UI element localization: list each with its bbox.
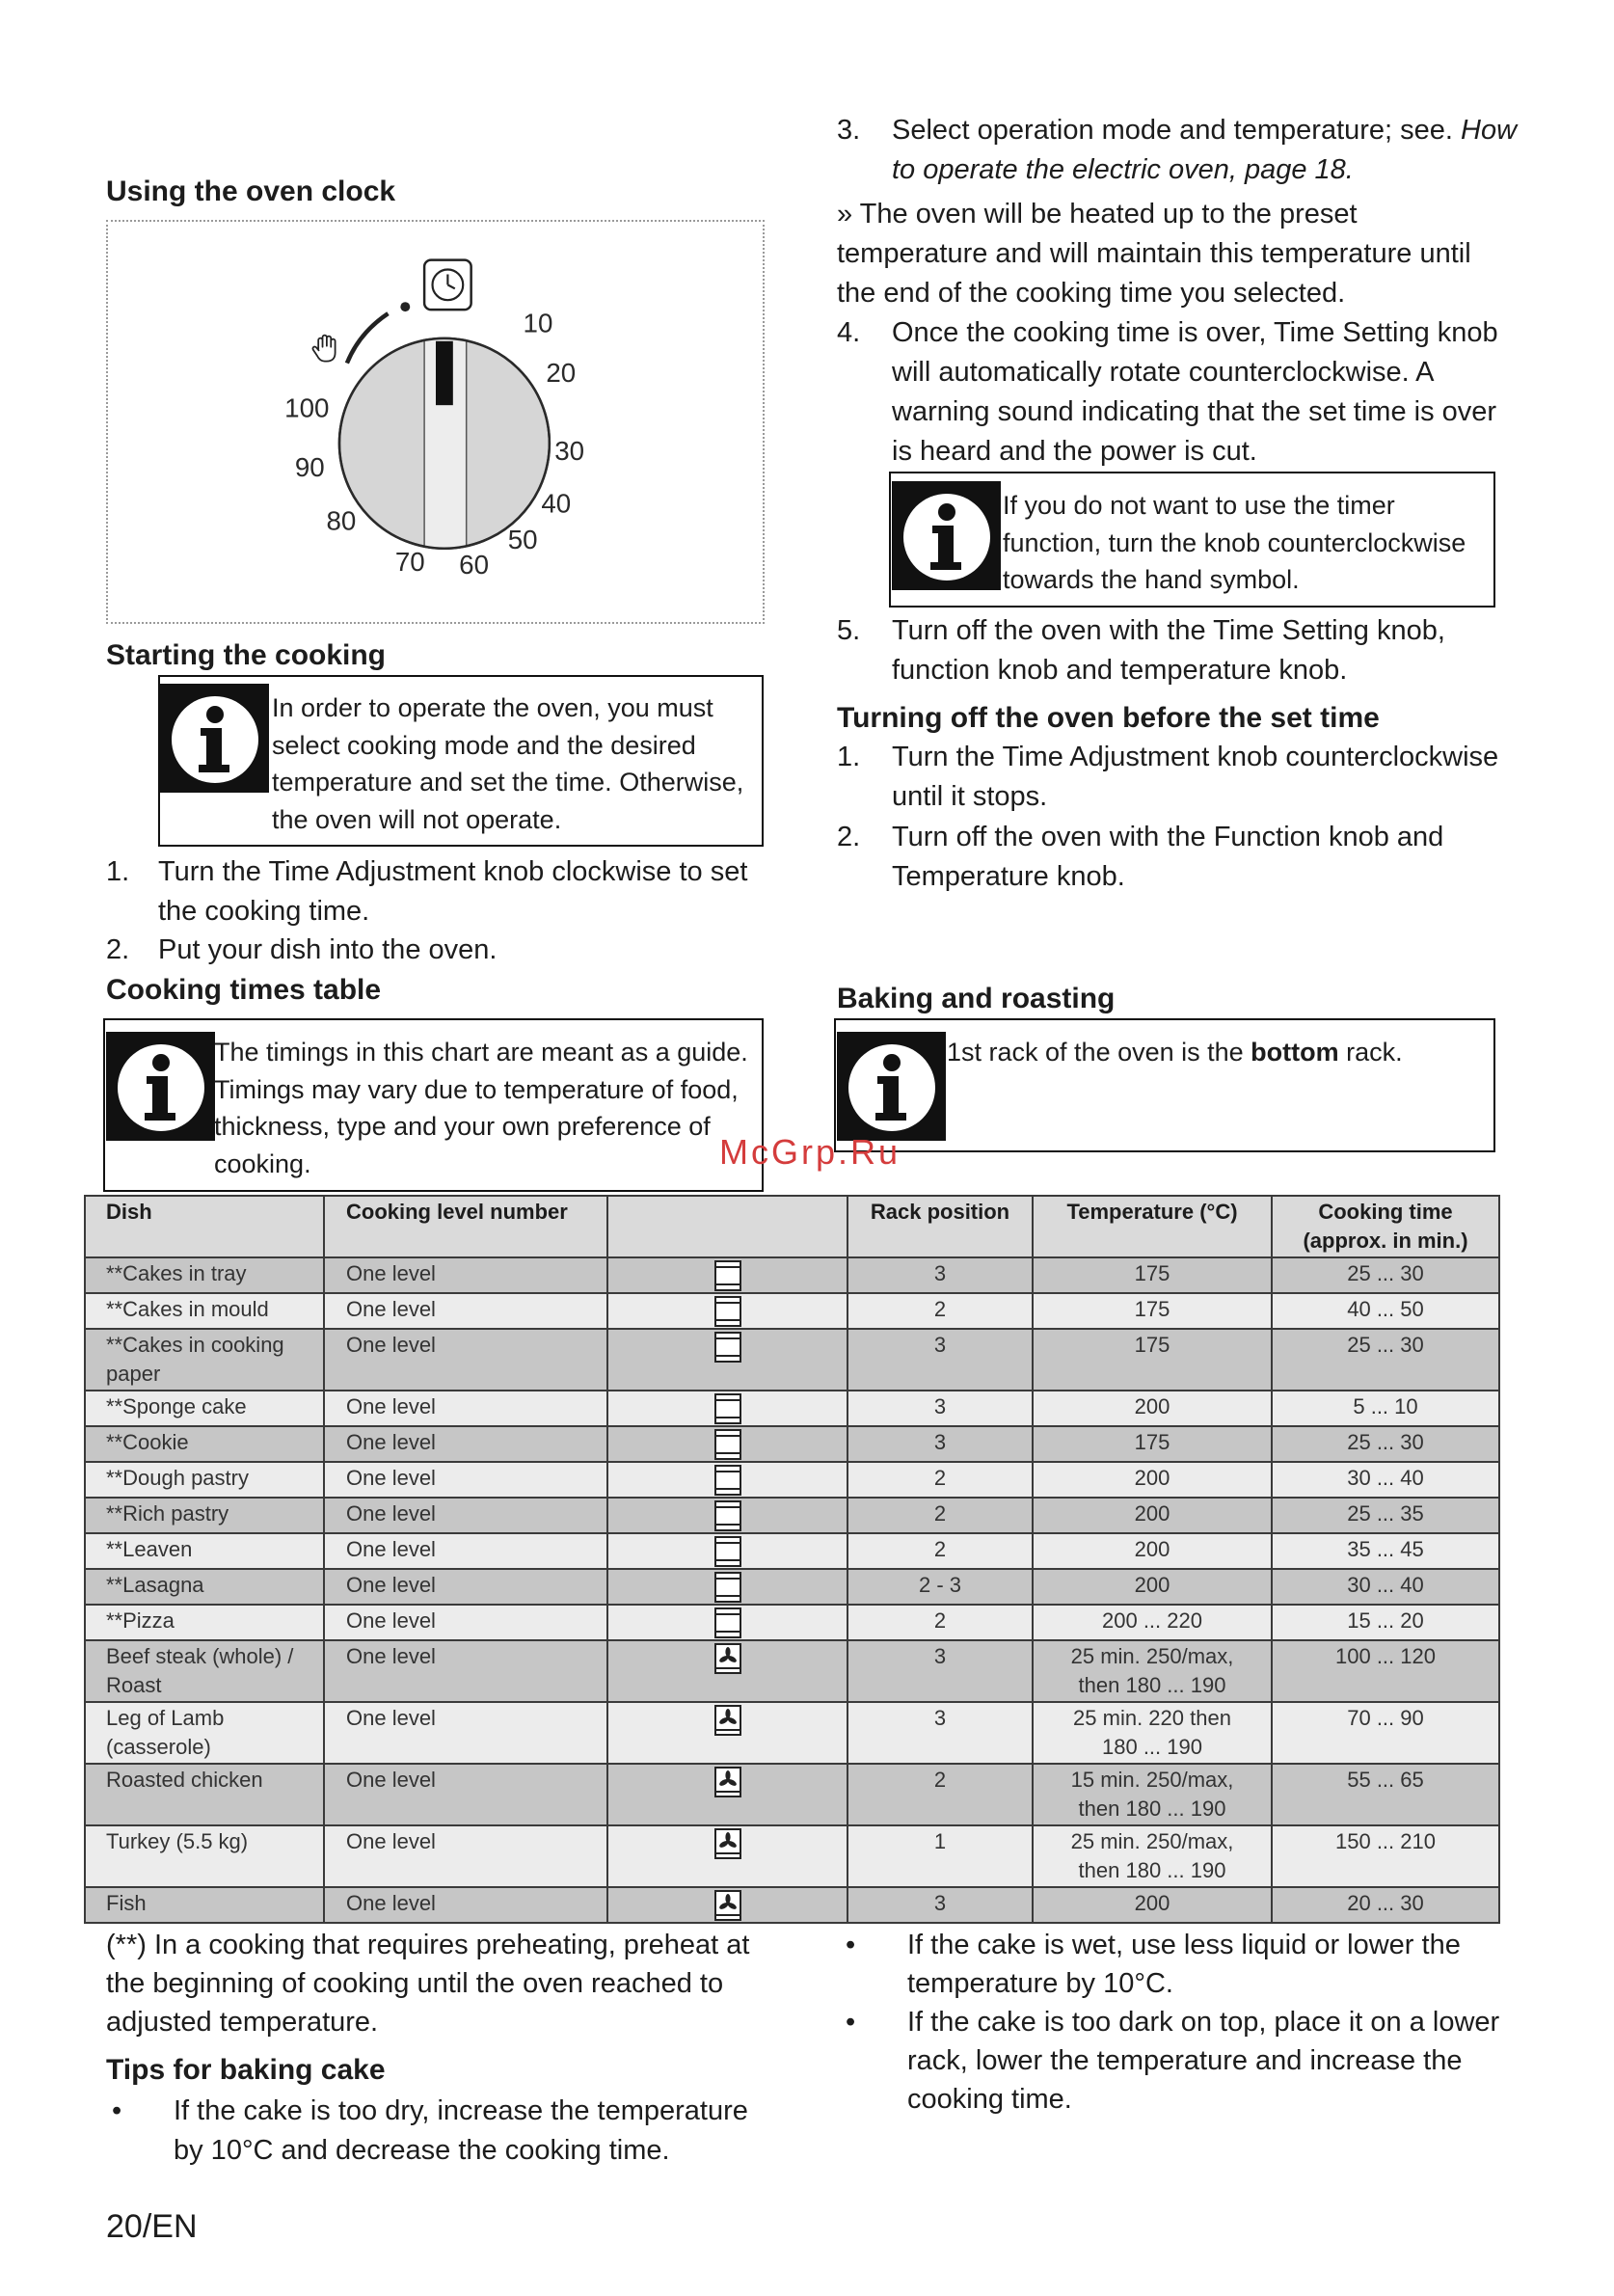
temperature-cell: 200: [1033, 1391, 1272, 1426]
cooking-level-cell: One level: [324, 1702, 607, 1764]
cooking-time-cell: 150 ... 210: [1272, 1825, 1499, 1887]
top-bottom-heating-icon: [713, 1428, 742, 1461]
baking-note-text: [947, 1034, 1403, 1071]
dish-cell: **Leaven: [85, 1533, 324, 1569]
top-bottom-heating-icon: [713, 1571, 742, 1604]
temperature-cell: 200 ... 220: [1033, 1605, 1272, 1640]
rack-position-cell: 3: [847, 1257, 1033, 1293]
rack-position-cell: 2: [847, 1764, 1033, 1825]
cooking-times-table: [84, 1195, 1500, 1924]
fan-bottom-heating-icon: [713, 1766, 742, 1798]
temperature-cell: 175: [1033, 1426, 1272, 1462]
dish-cell: **Cookie: [85, 1426, 324, 1462]
dish-cell: Turkey (5.5 kg): [85, 1825, 324, 1887]
dish-cell: Roasted chicken: [85, 1764, 324, 1825]
dish-cell: **Sponge cake: [85, 1391, 324, 1426]
temperature-cell: 200: [1033, 1569, 1272, 1605]
cooking-level-cell: One level: [324, 1329, 607, 1391]
step-text: Put your dish into the oven.: [158, 934, 498, 965]
cooking-level-cell: One level: [324, 1426, 607, 1462]
fan-bottom-heating-icon: [713, 1642, 742, 1675]
dial-mark-50: 50: [507, 525, 538, 555]
bullet: •: [846, 1930, 856, 1960]
table-row: [85, 1257, 1499, 1293]
clock-icon: [424, 260, 471, 311]
header-heating-mode: [607, 1196, 847, 1257]
table-row: [85, 1498, 1499, 1533]
info-icon: [837, 1032, 946, 1141]
info-icon: [106, 1032, 215, 1141]
dial-mark-10: 10: [523, 308, 553, 338]
table-note-text: The timings in this chart are meant as a guide. Timings may vary due to temperature of food, thickness, type and your own preference of cooking.: [214, 1038, 748, 1178]
fan-bottom-heating-icon: [713, 1704, 742, 1737]
rack-position-cell: 2: [847, 1498, 1033, 1533]
heating-mode-cell: [607, 1533, 847, 1569]
starting-info-box: [158, 675, 764, 847]
tip-text: If the cake is wet, use less liquid or lower the temperature by 10°C.: [907, 1930, 1461, 1999]
temperature-cell: 15 min. 250/max, then 180 ... 190: [1033, 1764, 1272, 1825]
dial-mark-40: 40: [541, 488, 572, 519]
fan-bottom-heating-icon: [713, 1889, 742, 1922]
cooking-time-cell: 20 ... 30: [1272, 1887, 1499, 1923]
watermark: McGrp.Ru: [719, 1132, 901, 1172]
rack-position-cell: 2 - 3: [847, 1569, 1033, 1605]
table-row: [85, 1764, 1499, 1825]
top-bottom-heating-icon: [713, 1499, 742, 1532]
temperature-cell: 25 min. 250/max, then 180 ... 190: [1033, 1825, 1272, 1887]
clock-heading: Using the oven clock: [106, 176, 396, 207]
timer-knob-diagram: [108, 222, 763, 622]
header-temperature: Temperature (°C): [1033, 1196, 1272, 1257]
table-body: [85, 1257, 1499, 1923]
temperature-cell: 175: [1033, 1293, 1272, 1329]
heating-mode-cell: [607, 1498, 847, 1533]
table-row: [85, 1533, 1499, 1569]
temperature-cell: 175: [1033, 1329, 1272, 1391]
hand-position-arc: [347, 313, 389, 364]
heating-mode-cell: [607, 1426, 847, 1462]
cooking-time-cell: 40 ... 50: [1272, 1293, 1499, 1329]
step-number: 3.: [837, 115, 861, 146]
cooking-level-cell: One level: [324, 1887, 607, 1923]
top-bottom-heating-icon: [713, 1464, 742, 1497]
dish-cell: **Cakes in tray: [85, 1257, 324, 1293]
temperature-cell: 200: [1033, 1462, 1272, 1498]
cooking-time-cell: 55 ... 65: [1272, 1764, 1499, 1825]
starting-note-text: In order to operate the oven, you must select cooking mode and the desired temperature and set the time. Otherwise, the oven will not operate.: [272, 693, 744, 834]
rack-position-cell: 3: [847, 1640, 1033, 1702]
temperature-cell: 200: [1033, 1887, 1272, 1923]
dish-cell: **Cakes in mould: [85, 1293, 324, 1329]
header-rack-position: Rack position: [847, 1196, 1033, 1257]
cooking-time-cell: 70 ... 90: [1272, 1702, 1499, 1764]
temperature-cell: 200: [1033, 1498, 1272, 1533]
cooking-level-cell: One level: [324, 1498, 607, 1533]
top-bottom-heating-icon: [713, 1535, 742, 1568]
baking-heading: Baking and roasting: [837, 983, 1116, 1014]
heating-mode-cell: [607, 1391, 847, 1426]
baking-info-box: [834, 1018, 1495, 1152]
rack-position-cell: 3: [847, 1887, 1033, 1923]
rack-position-cell: 1: [847, 1825, 1033, 1887]
dish-cell: Fish: [85, 1887, 324, 1923]
cooking-time-cell: 100 ... 120: [1272, 1640, 1499, 1702]
cooking-level-cell: One level: [324, 1462, 607, 1498]
step-text: Turn the Time Adjustment knob counterclockwise until it stops.: [892, 742, 1499, 812]
table-row: [85, 1702, 1499, 1764]
temperature-cell: 200: [1033, 1533, 1272, 1569]
baking-note-after: rack.: [1338, 1038, 1403, 1067]
cooking-time-cell: 25 ... 30: [1272, 1426, 1499, 1462]
table-row: [85, 1825, 1499, 1887]
step-3-text: Select operation mode and temperature; see.: [892, 115, 1462, 146]
dish-cell: **Rich pastry: [85, 1498, 324, 1533]
cooking-time-cell: 25 ... 30: [1272, 1329, 1499, 1391]
step-text: [892, 111, 1517, 190]
cooking-time-cell: 30 ... 40: [1272, 1569, 1499, 1605]
page-number: 20/EN: [106, 2208, 198, 2245]
heating-mode-cell: [607, 1462, 847, 1498]
rack-position-cell: 2: [847, 1533, 1033, 1569]
fan-bottom-heating-icon: [713, 1827, 742, 1860]
top-bottom-heating-icon: [713, 1392, 742, 1425]
cooking-level-cell: One level: [324, 1764, 607, 1825]
rack-position-cell: 3: [847, 1702, 1033, 1764]
dial-mark-90: 90: [294, 451, 325, 482]
heating-mode-cell: [607, 1764, 847, 1825]
tips-heading: Tips for baking cake: [106, 2054, 386, 2086]
heating-mode-cell: [607, 1887, 847, 1923]
baking-note-before: 1st rack of the oven is the: [947, 1038, 1251, 1067]
tip-text: If the cake is too dry, increase the temperature by 10°C and decrease the cooking time.: [174, 2095, 748, 2166]
step-number: 2.: [106, 934, 130, 965]
hand-position-dot: [400, 302, 410, 311]
heating-mode-cell: [607, 1257, 847, 1293]
info-icon: [160, 684, 269, 793]
table-row: [85, 1569, 1499, 1605]
rack-position-cell: 2: [847, 1293, 1033, 1329]
heating-result-text: » The oven will be heated up to the preset temperature and will maintain this temperature until the end of the cooking time you selected.: [837, 199, 1471, 309]
dish-cell: Leg of Lamb (casserole): [85, 1702, 324, 1764]
top-bottom-heating-icon: [713, 1607, 742, 1639]
cooking-time-cell: 35 ... 45: [1272, 1533, 1499, 1569]
rack-position-cell: 3: [847, 1391, 1033, 1426]
cooking-level-cell: One level: [324, 1569, 607, 1605]
dial-mark-80: 80: [326, 505, 357, 536]
top-bottom-heating-icon: [713, 1331, 742, 1364]
temperature-cell: 25 min. 220 then 180 ... 190: [1033, 1702, 1272, 1764]
heating-mode-cell: [607, 1640, 847, 1702]
dial-mark-30: 30: [554, 436, 585, 467]
header-dish: Dish: [85, 1196, 324, 1257]
dial-mark-70: 70: [394, 546, 425, 577]
header-cooking-level: Cooking level number: [324, 1196, 607, 1257]
table-info-box: [103, 1018, 764, 1192]
step-text: Turn the Time Adjustment knob clockwise to set the cooking time.: [158, 856, 748, 927]
cooking-time-cell: 25 ... 35: [1272, 1498, 1499, 1533]
timer-note-text: If you do not want to use the timer function, turn the knob counterclockwise towards the hand symbol.: [1003, 491, 1466, 594]
table-row: [85, 1887, 1499, 1923]
table-row: [85, 1391, 1499, 1426]
top-bottom-heating-icon: [713, 1295, 742, 1328]
table-header-row: [85, 1196, 1499, 1257]
cooking-level-cell: One level: [324, 1391, 607, 1426]
rack-position-cell: 2: [847, 1462, 1033, 1498]
step-number: 1.: [837, 742, 861, 772]
dish-cell: **Lasagna: [85, 1569, 324, 1605]
dial-mark-20: 20: [546, 357, 577, 388]
header-cooking-time: Cooking time (approx. in min.): [1272, 1196, 1499, 1257]
dial-mark-60: 60: [459, 549, 490, 580]
cooking-time-cell: 25 ... 30: [1272, 1257, 1499, 1293]
step-text: Turn off the oven with the Function knob and Temperature knob.: [892, 822, 1444, 892]
turnoff-heading: Turning off the oven before the set time: [837, 702, 1380, 734]
table-row: [85, 1293, 1499, 1329]
heating-mode-cell: [607, 1293, 847, 1329]
baking-note-bold: bottom: [1251, 1038, 1339, 1067]
hand-icon: [312, 336, 335, 362]
step-number: 4.: [837, 317, 861, 348]
rack-position-cell: 3: [847, 1426, 1033, 1462]
cooking-level-cell: One level: [324, 1293, 607, 1329]
cooking-level-cell: One level: [324, 1533, 607, 1569]
rack-position-cell: 2: [847, 1605, 1033, 1640]
cooking-level-cell: One level: [324, 1825, 607, 1887]
dish-cell: Beef steak (whole) / Roast: [85, 1640, 324, 1702]
rack-position-cell: 3: [847, 1329, 1033, 1391]
dish-cell: **Cakes in cooking paper: [85, 1329, 324, 1391]
temperature-cell: 25 min. 250/max, then 180 ... 190: [1033, 1640, 1272, 1702]
starting-heading: Starting the cooking: [106, 639, 387, 671]
heating-mode-cell: [607, 1605, 847, 1640]
timer-info-box: [889, 472, 1495, 608]
table-row: [85, 1329, 1499, 1391]
top-bottom-heating-icon: [713, 1259, 742, 1292]
cooking-time-cell: 15 ... 20: [1272, 1605, 1499, 1640]
step-number: 2.: [837, 822, 861, 852]
info-icon: [892, 481, 1001, 590]
page-reference: How to operate the electric oven, page 18.: [892, 115, 1518, 185]
preheat-footnote: (**) In a cooking that requires preheating, preheat at the beginning of cooking until the oven reached to adjusted temperature.: [106, 1930, 750, 2038]
heating-mode-cell: [607, 1825, 847, 1887]
oven-clock-illustration: [106, 220, 765, 624]
table-row: [85, 1462, 1499, 1498]
step-text: Turn off the oven with the Time Setting knob, function knob and temperature knob.: [892, 615, 1445, 686]
heating-mode-cell: [607, 1702, 847, 1764]
knob-pointer: [436, 341, 453, 405]
table-row: [85, 1605, 1499, 1640]
step-number: 1.: [106, 856, 130, 887]
heating-mode-cell: [607, 1569, 847, 1605]
dial-mark-100: 100: [284, 392, 330, 423]
tip-text: If the cake is too dark on top, place it on a lower rack, lower the temperature and increase the cooking time.: [907, 2007, 1500, 2115]
table-heading: Cooking times table: [106, 974, 382, 1006]
bullet: •: [846, 2007, 856, 2038]
cooking-time-cell: 5 ... 10: [1272, 1391, 1499, 1426]
cooking-level-cell: One level: [324, 1257, 607, 1293]
cooking-level-cell: One level: [324, 1640, 607, 1702]
dish-cell: **Pizza: [85, 1605, 324, 1640]
step-number: 5.: [837, 615, 861, 646]
temperature-cell: 175: [1033, 1257, 1272, 1293]
cooking-time-cell: 30 ... 40: [1272, 1462, 1499, 1498]
bullet: •: [112, 2095, 122, 2126]
step-text: Once the cooking time is over, Time Setting knob will automatically rotate counterclockwise. A warning sound indicating that the set time is over is heard and the power is cut.: [892, 317, 1498, 467]
cooking-level-cell: One level: [324, 1605, 607, 1640]
table-row: [85, 1426, 1499, 1462]
dish-cell: **Dough pastry: [85, 1462, 324, 1498]
heating-mode-cell: [607, 1329, 847, 1391]
table-row: [85, 1640, 1499, 1702]
